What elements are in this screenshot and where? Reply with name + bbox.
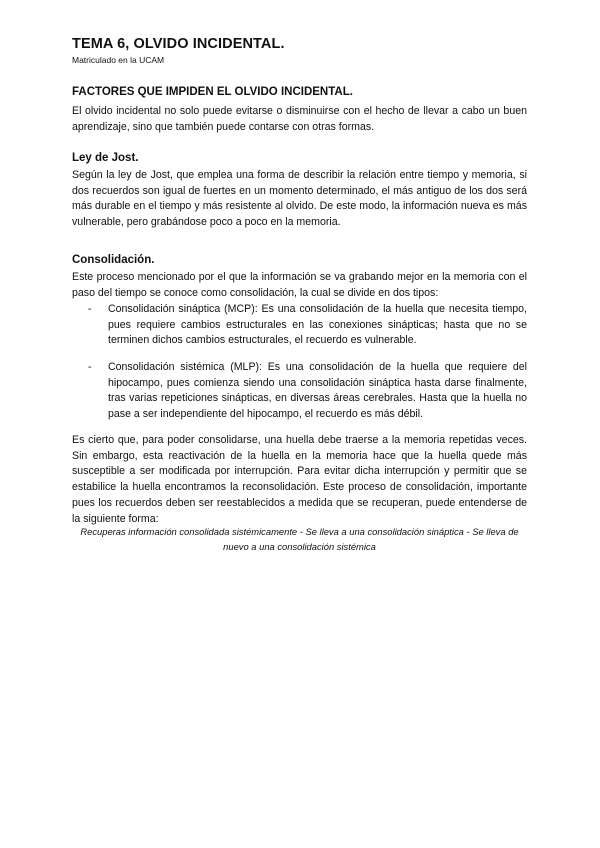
list-item: Consolidación sináptica (MCP): Es una consolidación de la huella que necesita tiempo, pues requiere cambios estructurales en las conexiones sinápticas; hasta que no se terminen dichos cambios estructurales, el recuerdo es vulnerable. — [108, 303, 527, 347]
document-title: TEMA 6, OLVIDO INCIDENTAL. — [72, 36, 285, 52]
consolidation-heading: Consolidación. — [72, 254, 155, 266]
section-heading: FACTORES QUE IMPIDEN EL OLVIDO INCIDENTAL. — [72, 86, 353, 98]
jost-paragraph: Según la ley de Jost, que emplea una forma de describir la relación entre tiempo y memoria, si dos recuerdos son igual de fuertes en un momento determinado, el más antiguo de los dos será más durable en el tiempo y más resistente al olvido. De este modo, la información nueva es más vulnerable, pero grabándose poco a poco en la memoria. — [72, 169, 527, 229]
bullet-marker: - — [88, 361, 92, 373]
jost-heading: Ley de Jost. — [72, 152, 139, 164]
intro-paragraph: El olvido incidental no solo puede evitarse o disminuirse con el hecho de llevar a cabo un buen aprendizaje, sino que también puede contarse con otras formas. — [72, 105, 527, 133]
bullet-marker: - — [88, 303, 92, 315]
consolidation-intro: Este proceso mencionado por el que la información se va grabando mejor en la memoria con el paso del tiempo se conoce como consolidación, la cual se divide en dos tipos: — [72, 271, 527, 299]
document-subtitle: Matriculado en la UCAM — [72, 55, 165, 65]
closing-paragraph: Es cierto que, para poder consolidarse, una huella debe traerse a la memoria repetidas veces. Sin embargo, esta reactivación de la huella en la memoria hace que la huella quede más susceptible a ser modificada por interrupción. Para evitar dicha interrupción y permitir que se estabilice la huella encontramos la reconsolidación. Este proceso de consolidación, importante pues los recuerdos deben ser reestablecidos a medida que se recuperan, puede entenderse de la siguiente forma: — [72, 434, 527, 525]
list-item: Consolidación sistémica (MLP): Es una consolidación de la huella que requiere del hipocampo, pues comienza siendo una consolidación sináptica hasta darse finalmente, tras varias repeticiones sinápticas, en diversas áreas cerebrales. Hasta que la huella no pase a ser independiente del hipocampo, el recuerdo es más débil. — [108, 361, 527, 421]
summary-quote: Recuperas información consolidada sistémicamente - Se lleva a una consolidación sináptica - Se lleva de nuevo a una consolidación sistémica — [80, 526, 519, 552]
